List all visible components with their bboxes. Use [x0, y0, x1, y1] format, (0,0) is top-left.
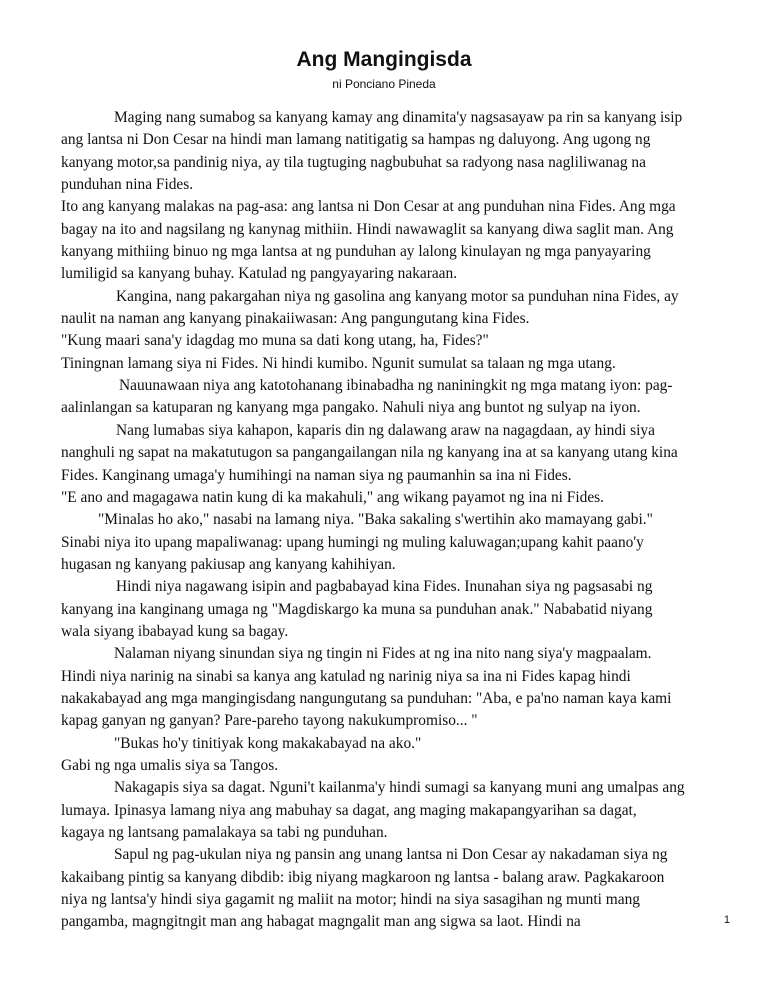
text-line: Fides. Kanginang umaga'y humihingi na naman siya ng paumanhin sa ina ni Fides. [61, 466, 572, 484]
text-line: lumiligid sa kanyang buhay. Katulad ng pangyayaring nakaraan. [61, 265, 458, 283]
text-line: kanyang motor,sa pandinig niya, ay tila tugtuging nagbubuhat sa radyong nasa nagliliwanag na [61, 153, 646, 171]
text-line: hugasan ng kanyang pakiusap ang kanyang kahihiyan. [61, 555, 396, 573]
text-line: wala siyang ibabayad kung sa bagay. [61, 622, 289, 640]
text-line: Hindi niya nagawang isipin and pagbabayad kina Fides. Inunahan siya ng pagsasabi ng [116, 578, 653, 596]
text-line: "Bukas ho'y tinitiyak kong makakabayad na ako." [114, 734, 422, 752]
text-line: kanyang mithiing binuo ng mga lantsa at ng punduhan ay lalong kinulayan ng mga panyayaring [61, 243, 651, 261]
text-line: "Kung maari sana'y idagdag mo muna sa dati kong utang, ha, Fides?" [61, 332, 489, 350]
text-line: Hindi niya narinig na sinabi sa kanya ang katulad ng narinig niya sa ina ni Fides kapag hindi [61, 667, 631, 685]
text-line: Ito ang kanyang malakas na pag-asa: ang lantsa ni Don Cesar at ang punduhan nina Fides. Ang mga [61, 198, 676, 216]
text-line: Sapul ng pag-ukulan niya ng pansin ang unang lantsa ni Don Cesar ay nakadaman siya ng [114, 846, 668, 864]
text-line: pangamba, magngitngit man ang habagat magngalit man ang sigwa sa laot. Hindi na [61, 913, 581, 931]
text-line: nakakabayad ang mga mangingisdang nangungutang sa punduhan: "Aba, e pa'no naman kaya kami [61, 689, 672, 707]
text-line: punduhan nina Fides. [61, 176, 194, 194]
document-author: ni Ponciano Pineda [332, 77, 436, 91]
text-line: kagaya ng lantsang pamalakaya sa tabi ng punduhan. [61, 824, 388, 841]
document-title: Ang Mangingisda [296, 48, 472, 71]
text-line: Kangina, nang pakargahan niya ng gasolina ang kanyang motor sa punduhan nina Fides, ay [116, 287, 679, 305]
text-line: Nauunawaan niya ang katotohanang ibinabadha ng naniningkit ng mga matang iyon: pag- [119, 377, 673, 395]
text-line: bagay na ito and nagsilang ng kanynag mithiin. Hindi nawawaglit sa kanyang diwa saglit man. Ang [61, 220, 674, 238]
text-line: ang lantsa ni Don Cesar na hindi man lamang natitigatig sa hampas ng daluyong. Ang ugong ng [61, 131, 651, 149]
text-line: Nalaman niyang sinundan siya ng tingin ni Fides at ng ina nito nang siya'y magpaalam. [114, 645, 652, 663]
text-line: Nakagapis siya sa dagat. Nguni't kailanma'y hindi sumagi sa kanyang muni ang umalpas ang [114, 779, 685, 797]
text-line: Maging nang sumabog sa kanyang kamay ang dinamita'y nagsasayaw pa rin sa kanyang isip [114, 109, 683, 126]
text-line: Sinabi niya ito upang mapaliwanag: upang humingi ng muling kaluwagan;upang kahit paano'y [61, 533, 644, 551]
text-line: Gabi ng nga umalis siya sa Tangos. [61, 756, 279, 774]
document-body [61, 107, 731, 934]
text-line: nanghuli ng sapat na makatutugon sa pangangailangan nila ng kanyang ina at sa kanyang utang kina [61, 444, 678, 462]
text-line: Tiningnan lamang siya ni Fides. Ni hindi kumibo. Ngunit sumulat sa talaan ng mga utang. [61, 354, 616, 372]
page-number: 1 [723, 914, 730, 926]
text-line: naulit na naman ang kanyang pinakaiiwasan: Ang pangungutang kina Fides. [61, 310, 530, 328]
text-line: "E ano and magagawa natin kung di ka makahuli," ang wikang payamot ng ina ni Fides. [61, 488, 604, 506]
text-line: aalinlangan sa katuparan ng kanyang mga pangako. Nahuli niya ang buntot ng sulyap na iyon. [61, 399, 641, 417]
text-line: "Minalas ho ako," nasabi na lamang niya. "Baka sakaling s'wertihin ako mamayang gabi." [98, 511, 653, 529]
text-line: Nang lumabas siya kahapon, kaparis din ng dalawang araw na nagagdaan, ay hindi siya [116, 421, 655, 439]
text-line: niya ng lantsa'y hindi siya gagamit ng maliit na motor; hindi na siya sasagihan ng munti mang [61, 891, 640, 909]
text-line: kapag ganyan ng ganyan? Pare-pareho tayong nakukumpromiso... " [61, 712, 478, 730]
text-line: kanyang ina kanginang umaga ng "Magdiskargo ka muna sa punduhan anak." Nababatid niyang [61, 600, 653, 618]
text-line: kakaibang pintig sa kanyang dibdib: ibig niyang magkaroon ng lantsa - balang araw. Pagkakaroon [61, 868, 665, 886]
text-line: lumaya. Ipinasya lamang niya ang mabuhay sa dagat, ang maging makapangyarihan sa dagat, [61, 801, 637, 819]
